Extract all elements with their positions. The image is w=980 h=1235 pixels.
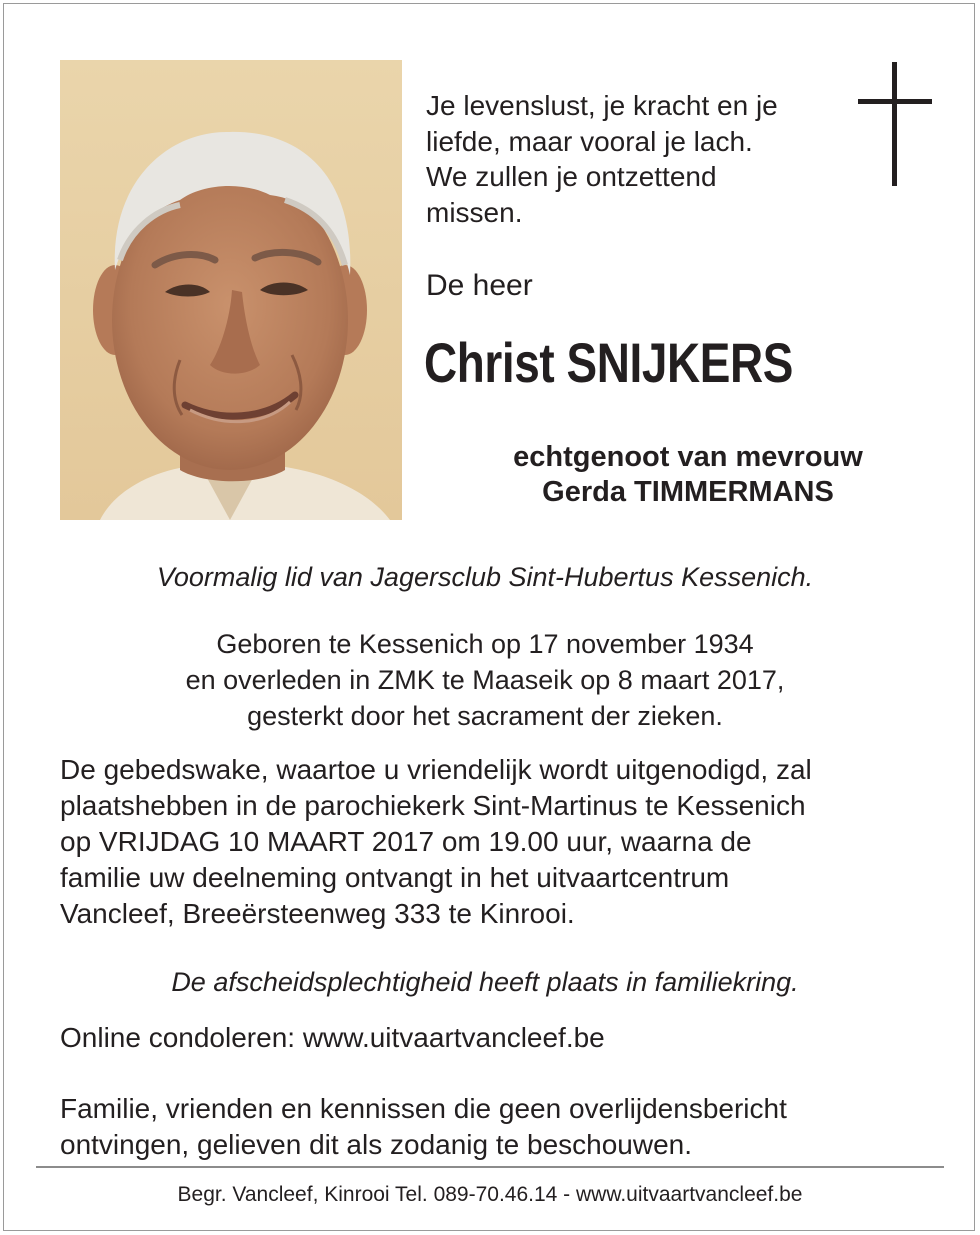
honorific: De heer [426,269,533,302]
birth-death-line: en overleden in ZMK te Maaseik op 8 maart 2017, [185,665,785,695]
footer-divider [36,1166,944,1168]
deceased-name: Christ SNIJKERS [424,331,793,394]
family-note-line: ontvingen, gelieven dit als zodanig te beschouwen. [60,1129,692,1160]
poem-line: Je levenslust, je kracht en je [426,90,778,121]
spouse-info [420,440,956,510]
portrait-photo [60,60,402,520]
portrait-illustration [60,60,402,520]
farewell-note: De afscheidsplechtigheid heeft plaats in familiekring. [171,967,799,997]
poem-line: We zullen je ontzettend [426,161,717,192]
poem-verse [426,88,846,230]
online-condolence: Online condoleren: www.uitvaartvancleef.be [60,1022,605,1053]
family-note [60,1091,787,1163]
birth-death-line: gesterkt door het sacrament der zieken. [247,701,723,731]
club-membership: Voormalig lid van Jagersclub Sint-Hubertus Kessenich. [156,562,814,592]
wake-line: De gebedswake, waartoe u vriendelijk wordt uitgenodigd, zal [60,754,812,785]
spouse-line: Gerda TIMMERMANS [542,476,834,508]
birth-death-line: Geboren te Kessenich op 17 november 1934 [216,629,754,659]
wake-line: op VRIJDAG 10 MAART 2017 om 19.00 uur, waarna de [60,826,752,857]
poem-line: missen. [426,196,523,228]
wake-announcement [60,752,940,932]
cross-icon [858,62,932,186]
wake-line: plaatshebben in de parochiekerk Sint-Martinus te Kessenich [60,790,806,821]
wake-line: familie uw deelneming ontvangt in het uitvaartcentrum [60,862,730,893]
funeral-home-footer: Begr. Vancleef, Kinrooi Tel. 089-70.46.14 - www.uitvaartvancleef.be [177,1183,803,1206]
family-note-line: Familie, vrienden en kennissen die geen overlijdensbericht [60,1093,787,1124]
spouse-line: echtgenoot van mevrouw [513,441,863,473]
wake-line: Vancleef, Breeërsteenweg 333 te Kinrooi. [60,898,575,929]
poem-line: liefde, maar vooral je lach. [426,125,753,157]
birth-death-info [0,626,970,734]
